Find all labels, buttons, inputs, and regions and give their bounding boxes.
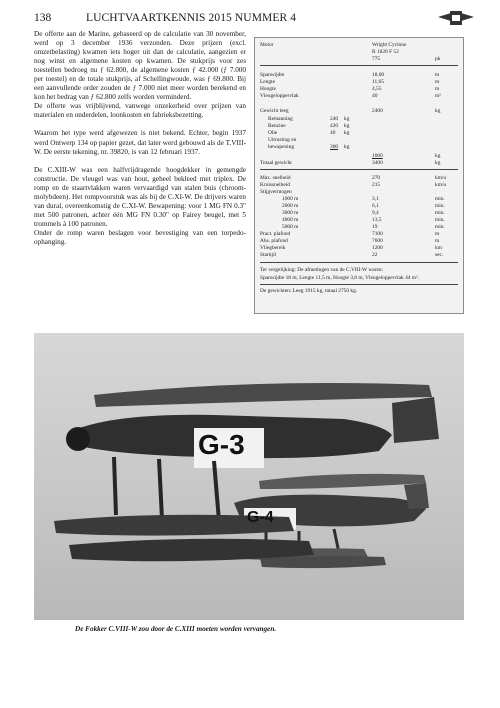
spec-row-climb-1000: 1000 m 3,1 min.: [282, 196, 445, 202]
spec-divider: [260, 169, 458, 170]
spec-row-load-total: 1000 kg: [372, 153, 441, 159]
paragraph-offer: De offerte aan de Marine, gebaseerd op de calculatie van 30 november, werd op 3 december 1936 verzonden. Deze prijzen (excl. omzetbelasting) kwamen iets hoger uit dan de calculatie, aangezien er nog winst en algemene kosten op kwamen. De stukprijs voor zes toestellen bedroeg nu ƒ 62.800, de algemene kosten ƒ 42.000 (ƒ 7.000 per toestel) en de totale stukprijs, af Schellingwoude, was ƒ 69.800. Bij een aanvullende order zouden de ƒ 7.000 niet meer worden berekend en kon het bedrag van ƒ 62.800 zelfs worden verminderd.: [34, 30, 246, 102]
nvl-wings-logo-icon: [438, 9, 474, 27]
spec-row-motor-type: R 1820 F 52: [372, 49, 399, 55]
spec-row-range: Vliegbereik 1200 km: [260, 245, 442, 251]
spec-row-fuel: Benzine 420 kg: [268, 123, 350, 129]
spec-row-empty-weight: Gewicht leeg 2400 kg: [260, 108, 441, 114]
spec-row-max-speed: Max. snelheid 270 km/u: [260, 175, 447, 181]
specification-table: [254, 37, 464, 314]
photo-caption: De Fokker C.VIII-W zou door de C.XIII moeten worden vervangen.: [75, 625, 277, 633]
registration-g3: G-3: [198, 429, 245, 460]
page-header: [34, 12, 474, 30]
registration-g4: G-4: [247, 509, 274, 526]
spec-row-equipment: Uitrusting en: [268, 137, 297, 143]
spec-row-length: Lengte 11,65 m: [260, 79, 440, 85]
spec-row-height: Hoogte 4,55 m: [260, 86, 440, 92]
article-text: [34, 30, 246, 256]
spec-row-crew: Bemanning 240 kg: [268, 116, 350, 122]
spec-row-total-weight: Totaal gewicht 3400 kg: [260, 160, 441, 166]
comparison-note-heading: Ter vergelijking: De afmetingen van de C.VIII-W waren:: [260, 267, 384, 273]
spec-row-climb-heading: Stijgvermogen: [260, 189, 292, 195]
spec-row-motor: Motor Wright Cyclone: [260, 42, 407, 48]
spec-row-armament: bewapening 300 kg: [268, 144, 350, 150]
running-title: LUCHTVAARTKENNIS 2015 NUMMER 4: [86, 12, 297, 24]
paragraph-torpedo: Onder de romp waren beslagen voor bevestiging van een torpedo-ophanging.: [34, 228, 246, 246]
spec-divider: [260, 65, 458, 66]
spec-row-takeoff-time: Startijd 22 sec.: [260, 252, 444, 258]
spec-row-climb-5000: 5000 m 19 min.: [282, 224, 445, 230]
spec-row-climb-4000: 4000 m 13,5 min.: [282, 217, 445, 223]
spec-divider: [260, 284, 458, 285]
two-seaplanes-in-flight-image: [34, 333, 464, 620]
spec-row-practical-ceiling: Pract. plafond 7100 m: [260, 231, 440, 237]
spec-row-climb-2000: 2000 m 6,1 min.: [282, 203, 445, 209]
spec-divider: [260, 262, 458, 263]
seaplanes-photo: [34, 333, 464, 620]
spec-row-span: Spanwijdte 18,00 m: [260, 72, 440, 78]
comparison-note-dimensions: Spanwijdte 18 m, Lengte 11,5 m, Hoogte 3,8 m, Vleugeloppervlak 44 m².: [260, 275, 419, 281]
spec-row-oil: Olie 40 kg: [268, 130, 350, 136]
spec-row-cruise-speed: Kruissnelheid 215 km/u: [260, 182, 447, 188]
paragraph-offer-conditions: De offerte was vrijblijvend, vanwege onzekerheid over prijzen van materialen en onderdelen, loonkosten en fabrieksbezetting.: [34, 102, 246, 120]
paragraph-construction: De C.XIII-W was een halfvrijdragende hoogdekker in gemengde constructie. De vleugel was van hout, geheel bekleed met triplex. De romp en de staartvlakken waren vervaardigd van stalen buis (chroom-molybdeen). Het rompvoorstuk was als bij de C.XI-W. De drijvers waren van dural, overeenkomstig de C.XI-W. Bewapening: voor 1 MG FN 0.3" met 500 patronen, achter één MG FN 0.30" op Fairey beugel, met 5 trommels à 100 patronen.: [34, 165, 246, 228]
paragraph-rejection: Waarom het type werd afgewezen is niet bekend. Echter, begin 1937 werd Ontwerp 134 op papier gezet, dat later werd gebouwd als de T.VIII-W. De eerste tekening, nr. 39820, is van 12 februari 1937.: [34, 129, 246, 156]
page-number: 138: [34, 12, 52, 24]
comparison-note-weights: De gewichten: Leeg 1915 kg, totaal 2750 kg.: [260, 288, 358, 294]
spec-row-absolute-ceiling: Abs. plafond 7600 m: [260, 238, 440, 244]
spec-row-wing-area: Vleugeloppervlak 40 m²: [260, 93, 441, 99]
spec-row-climb-3000: 3000 m 9,4 min.: [282, 210, 445, 216]
spec-row-motor-power: 775 pk: [372, 56, 441, 62]
